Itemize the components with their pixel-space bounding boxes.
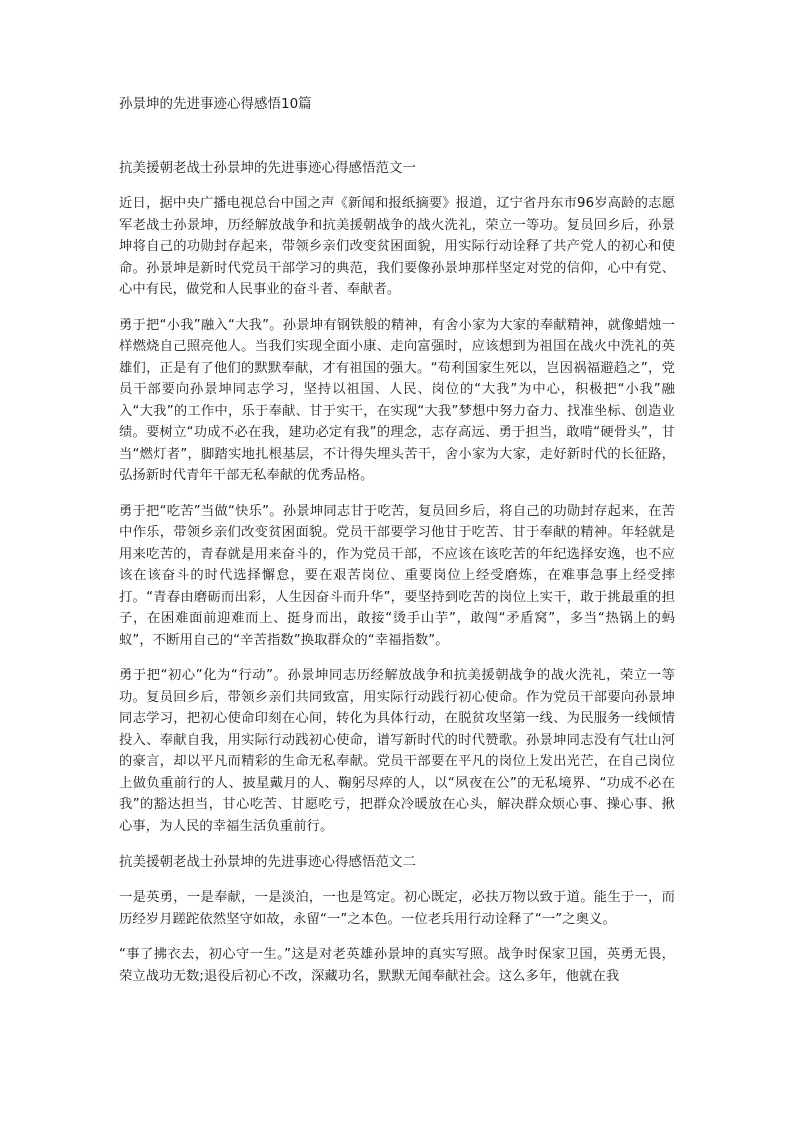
section-heading-2: 抗美援朝老战士孙景坤的先进事迹心得感悟范文二	[119, 854, 416, 870]
section-1-paragraph-4: 勇于把“初心”化为“行动”。孙景坤同志历经解放战争和抗美援朝战争的战火洗礼，荣立一等功。复员回乡后，带领乡亲们共同致富，用实际行动践行初心使命。作为党员干部要向孙景坤同志学习，把初心使命印刻在心间，转化为具体行动，在脱贫攻坚第一线、为民服务一线倾情投入、奉献自我，用实际行动践初心使命，谱写新时代的时代赞歌。孙景坤同志没有气壮山河的豪言，却以平凡而精彩的生命无私奉献。党员干部要在平凡的岗位上发出光芒，在自己岗位上做负重前行的人、披星戴月的人、鞠躬尽瘁的人，以“夙夜在公”的无私境界、“功成不必在我”的豁达担当，甘心吃苦、甘愿吃亏，把群众冷暖放在心头，解决群众烦心事、操心事、揪心事，为人民的幸福生活负重前行。	[119, 668, 675, 834]
section-1-paragraph-2: 勇于把“小我”融入“大我”。孙景坤有钢铁般的精神，有舍小家为大家的奉献精神，就像蜡烛一样燃烧自己照亮他人。当我们实现全面小康、走向富强时，应该想到为祖国在战火中洗礼的英雄们，正是有了他们的默默奉献，才有祖国的强大。“苟利国家生死以，岂因祸福避趋之”，党员干部要向孙景坤同志学习，坚持以祖国、人民、岗位的“大我”为中心，积极把“小我”融入“大我”的工作中，乐于奉献、甘于实干，在实现“大我”梦想中努力奋力、找准坐标、创造业绩。要树立“功成不必在我，建功必定有我”的理念，志存高远、勇于担当，敢啃“硬骨头”，甘当“燃灯者”，脚踏实地扎根基层，不计得失埋头苦干，舍小家为大家，走好新时代的长征路，弘扬新时代青年干部无私奉献的优秀品格。	[119, 317, 675, 483]
section-2-paragraph-1: 一是英勇，一是奉献，一是淡泊，一也是笃定。初心既定，必扶万物以致于道。能生于一，而历经岁月蹉跎依然坚守如故，永留“一”之本色。一位老兵用行动诠释了“一”之奥义。	[119, 890, 675, 927]
section-heading-1: 抗美援朝老战士孙景坤的先进事迹心得感悟范文一	[119, 160, 416, 176]
spacer	[119, 115, 675, 157]
document-title: 孙景坤的先进事迹心得感悟10篇	[119, 96, 312, 112]
section-2-paragraph-2: “事了拂衣去，初心守一生。”这是对老英雄孙景坤的真实写照。战争时保家卫国，英勇无畏，荣立战功无数;退役后初心不改，深藏功名，默默无闻奉献社会。这么多年，他就在我	[119, 947, 675, 984]
section-1-paragraph-1: 近日，据中央广播电视总台中国之声《新闻和报纸摘要》报道，辽宁省丹东市96岁高龄的志愿军老战士孙景坤，历经解放战争和抗美援朝战争的战火洗礼，荣立一等功。复员回乡后，孙景坤将自己的功勋封存起来，带领乡亲们改变贫困面貌，用实际行动诠释了共产党人的初心和使命。孙景坤是新时代党员干部学习的典范，我们要像孙景坤那样坚定对党的信仰，心中有党、心中有民，做党和人民事业的奋斗者、奉献者。	[119, 196, 675, 297]
section-1-paragraph-3: 勇于把“吃苦”当做“快乐”。孙景坤同志甘于吃苦，复员回乡后，将自己的功勋封存起来，在苦中作乐，带领乡亲们改变贫困面貌。党员干部要学习他甘于吃苦、甘于奉献的精神。年轻就是用来吃苦的，青春就是用来奋斗的，作为党员干部，不应该在该吃苦的年纪选择安逸，也不应该在该奋斗的时代选择懈怠，要在艰苦岗位、重要岗位上经受磨炼，在难事急事上经受摔打。“青春由磨砺而出彩，人生因奋斗而升华”，要坚持到吃苦的岗位上实干，敢于挑最重的担子，在困难面前迎难而上、挺身而出，敢接“烫手山芋”，敢闯“矛盾窝”，多当“热锅上的蚂蚁”，不断用自己的“辛苦指数”换取群众的“幸福指数”。	[119, 503, 675, 648]
document-page	[119, 93, 675, 987]
